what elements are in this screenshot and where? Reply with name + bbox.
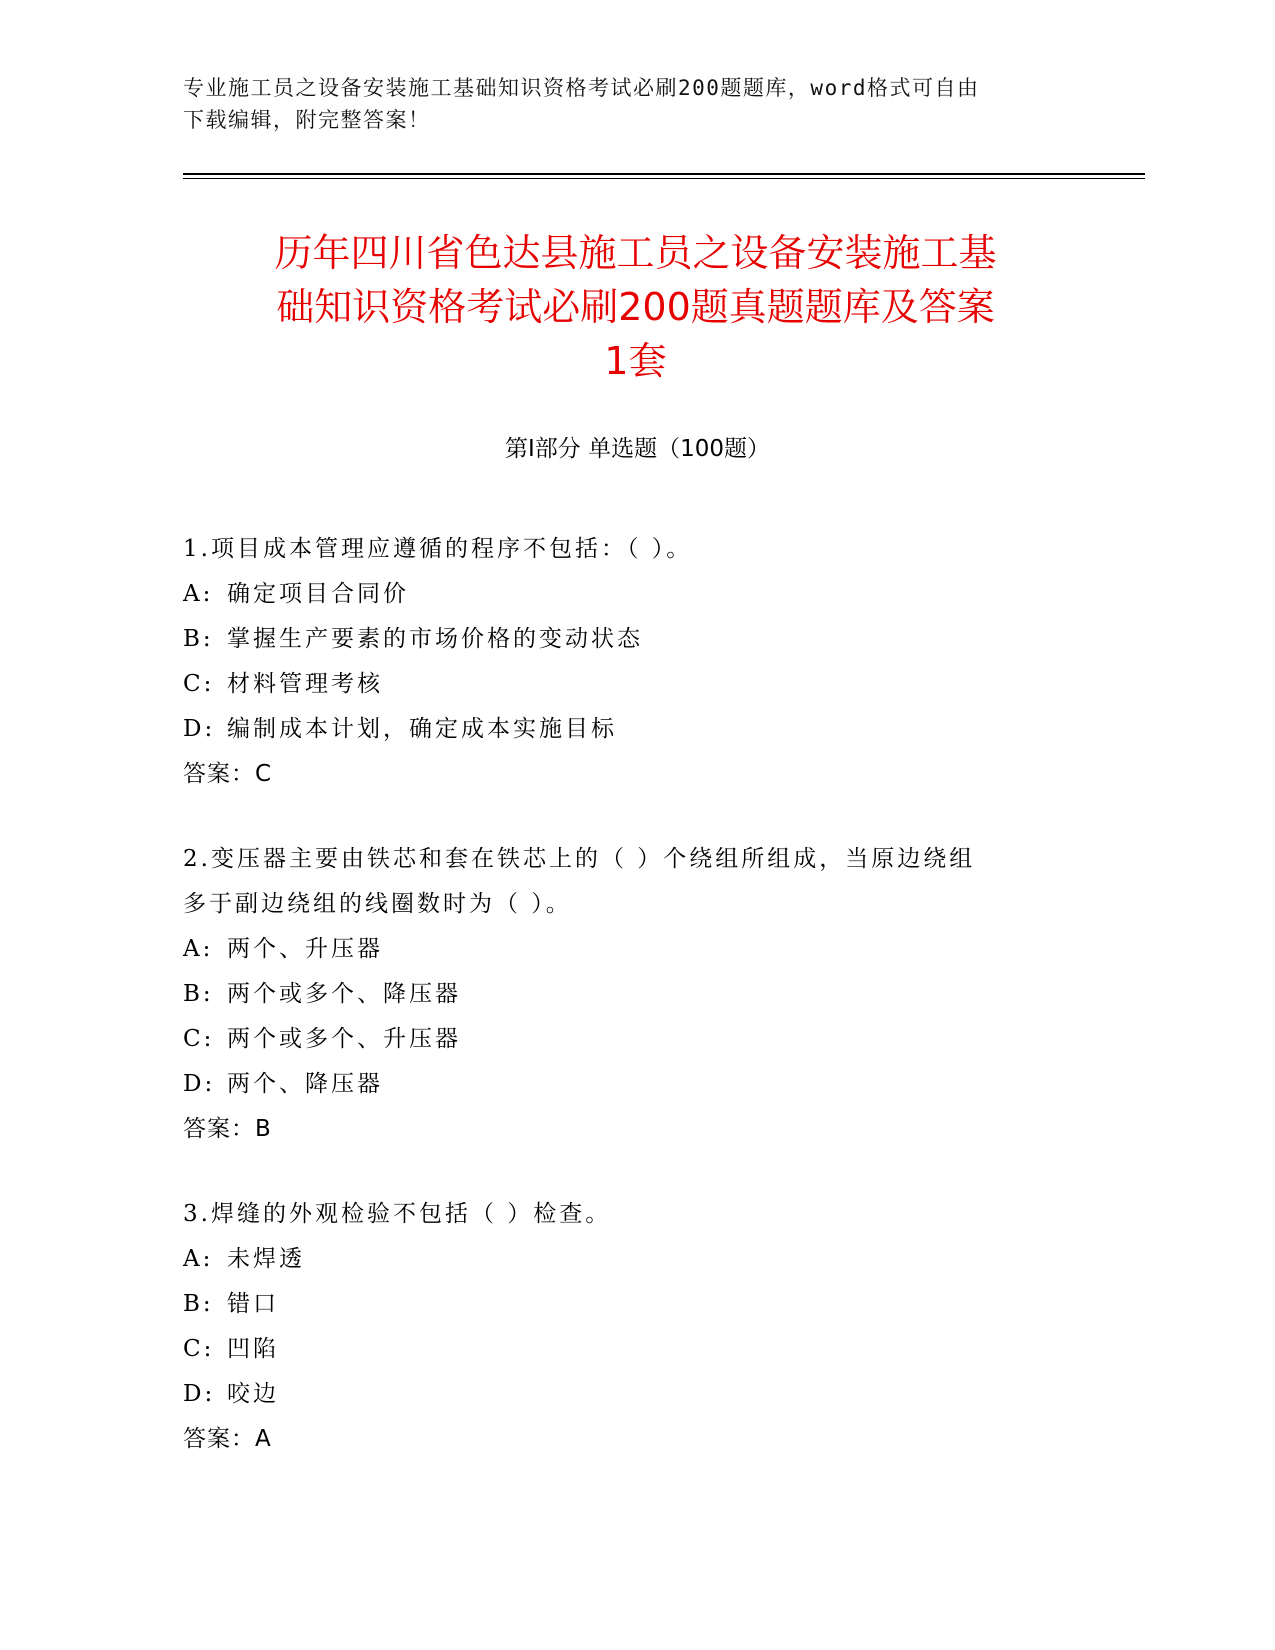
answer-line: 答案：C (183, 761, 273, 787)
document-title-line-3: 1套 (604, 339, 667, 383)
option-b (183, 972, 1088, 1017)
option-text: 材料管理考核 (227, 671, 383, 697)
option-key: B: (183, 626, 214, 652)
answer-line: 答案：A (183, 1426, 272, 1452)
option-a (183, 927, 1088, 972)
option-key: B: (183, 981, 214, 1007)
document-title-line-2: 础知识资格考试必刷200题真题题库及答案 (276, 285, 995, 329)
option-key: B: (183, 1291, 214, 1317)
option-b (183, 1282, 1088, 1327)
option-key: C: (183, 671, 215, 697)
option-text: 两个、降压器 (227, 1071, 383, 1097)
option-d (183, 1372, 1088, 1417)
option-a (183, 1237, 1088, 1282)
question-1 (183, 527, 1088, 797)
section-heading: 第Ⅰ部分 单选题（100题） (505, 436, 770, 462)
option-text: 两个或多个、降压器 (227, 981, 461, 1007)
option-text: 咬边 (227, 1381, 279, 1407)
header-divider-thick (183, 173, 1145, 175)
option-c (183, 1017, 1088, 1062)
header-note (183, 72, 1063, 136)
document-title (183, 226, 1088, 388)
option-key: D: (183, 716, 216, 742)
question-3 (183, 1192, 1088, 1462)
question-stem: 3.焊缝的外观检验不包括（ ）检查。 (183, 1201, 612, 1227)
option-text: 掌握生产要素的市场价格的变动状态 (227, 626, 643, 652)
question-stem: 1.项目成本管理应遵循的程序不包括：（ ）。 (183, 536, 693, 562)
option-c (183, 1327, 1088, 1372)
option-key: A: (183, 936, 214, 962)
option-text: 两个、升压器 (227, 936, 383, 962)
answer-line: 答案：B (183, 1116, 272, 1142)
document-title-line-1: 历年四川省色达县施工员之设备安装施工基 (274, 231, 997, 275)
option-text: 确定项目合同价 (227, 581, 409, 607)
option-d (183, 707, 1088, 752)
option-text: 凹陷 (227, 1336, 279, 1362)
option-key: A: (183, 581, 214, 607)
option-a (183, 572, 1088, 617)
question-list (183, 527, 1088, 1502)
option-c (183, 662, 1088, 707)
option-text: 两个或多个、升压器 (227, 1026, 461, 1052)
question-stem-line-2: 多于副边绕组的线圈数时为（ ）。 (183, 891, 572, 917)
option-text: 未焊透 (227, 1246, 305, 1272)
header-note-line-1: 专业施工员之设备安装施工基础知识资格考试必刷200题题库，word格式可自由 (183, 76, 980, 100)
option-key: C: (183, 1336, 215, 1362)
option-b (183, 617, 1088, 662)
option-text: 错口 (227, 1291, 279, 1317)
option-key: D: (183, 1381, 216, 1407)
header-note-line-2: 下载编辑，附完整答案！ (183, 108, 431, 132)
option-key: A: (183, 1246, 214, 1272)
option-key: C: (183, 1026, 215, 1052)
header-divider-thin (183, 178, 1145, 179)
question-stem-line-1: 2.变压器主要由铁芯和套在铁芯上的（ ）个绕组所组成，当原边绕组 (183, 846, 976, 872)
option-key: D: (183, 1071, 216, 1097)
question-2 (183, 837, 1088, 1152)
option-d (183, 1062, 1088, 1107)
option-text: 编制成本计划，确定成本实施目标 (227, 716, 617, 742)
